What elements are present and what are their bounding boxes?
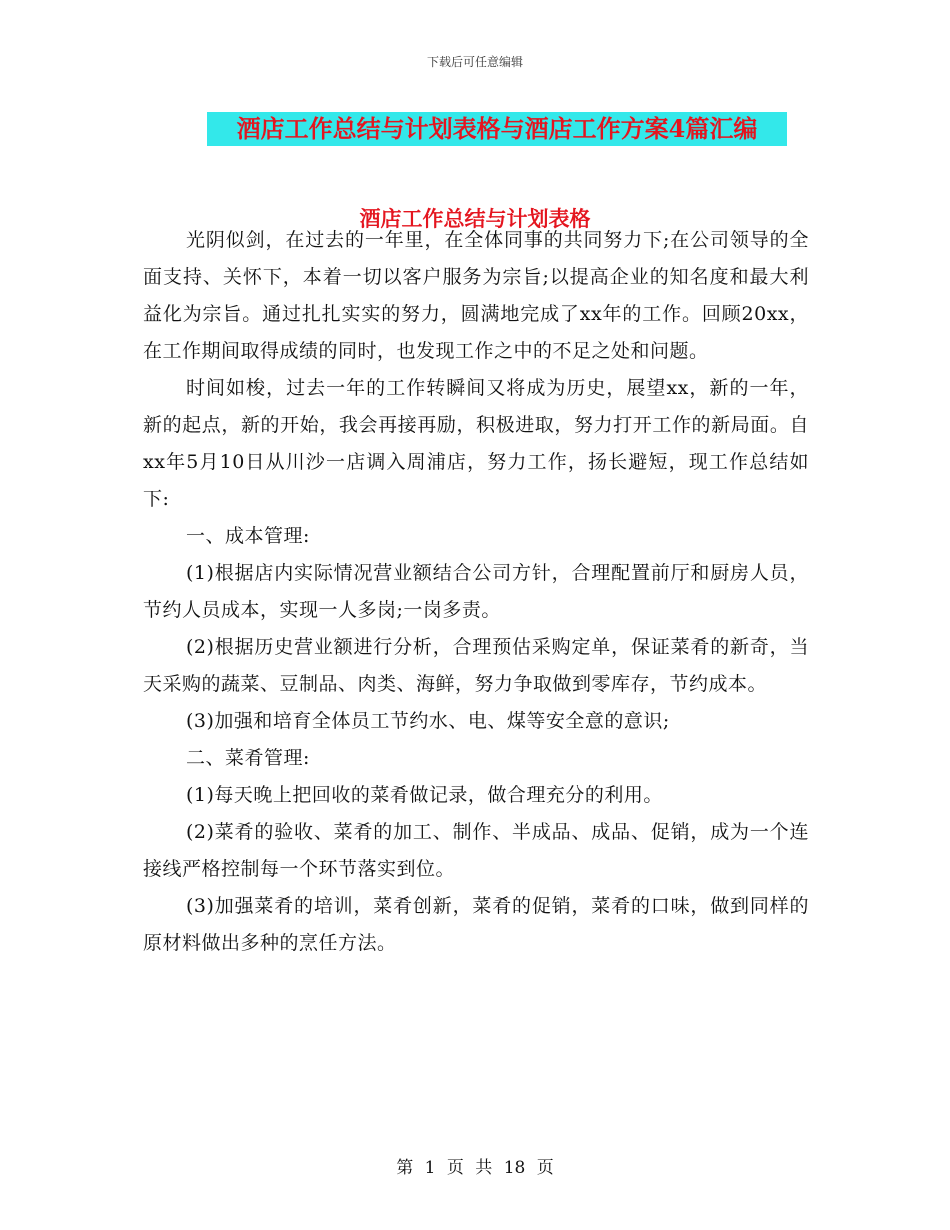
page-footer: 第 1 页 共 18 页: [396, 1158, 554, 1178]
list-item: (1)每天晚上把回收的菜肴做记录，做合理充分的利用。: [186, 784, 663, 806]
list-item: (3)加强和培育全体员工节约水、电、煤等安全意的意识;: [186, 710, 670, 732]
paragraph: 光阴似剑，在过去的一年里，在全体同事的共同努力下;在公司领导的全面支持、关怀下，本着一切以客户服务为宗旨;以提高企业的知名度和最大利益化为宗旨。通过扎扎实实的努力，圆满地完成了xx年的工作。回顾20xx，在工作期间取得成绩的同时，也发现工作之中的不足之处和问题。: [143, 229, 809, 362]
list-item: (1)根据店内实际情况营业额结合公司方针，合理配置前厅和厨房人员，节约人员成本，实现一人多岗;一岗多责。: [143, 562, 809, 621]
section-heading: 一、成本管理:: [186, 525, 310, 547]
document-body: [143, 222, 809, 962]
section-title: 酒店工作总结与计划表格: [359, 206, 591, 231]
paragraph: 时间如梭，过去一年的工作转瞬间又将成为历史，展望xx，新的一年，新的起点，新的开始，我会再接再励，积极进取，努力打开工作的新局面。自xx年5月10日从川沙一店调入周浦店，努力工作，扬长避短，现工作总结如下:: [143, 377, 809, 510]
document-title: 酒店工作总结与计划表格与酒店工作方案4篇汇编: [207, 112, 787, 146]
list-item: (2)菜肴的验收、菜肴的加工、制作、半成品、成品、促销，成为一个连接线严格控制每一个环节落实到位。: [143, 821, 809, 880]
list-item: (3)加强菜肴的培训，菜肴创新，菜肴的促销，菜肴的口味，做到同样的原材料做出多种的烹任方法。: [143, 895, 809, 954]
list-item: (2)根据历史营业额进行分析，合理预估采购定单，保证菜肴的新奇，当天采购的蔬菜、豆制品、肉类、海鲜，努力争取做到零库存，节约成本。: [143, 636, 809, 695]
header-note: 下载后可任意编辑: [426, 55, 523, 69]
section-heading: 二、菜肴管理:: [186, 747, 310, 769]
